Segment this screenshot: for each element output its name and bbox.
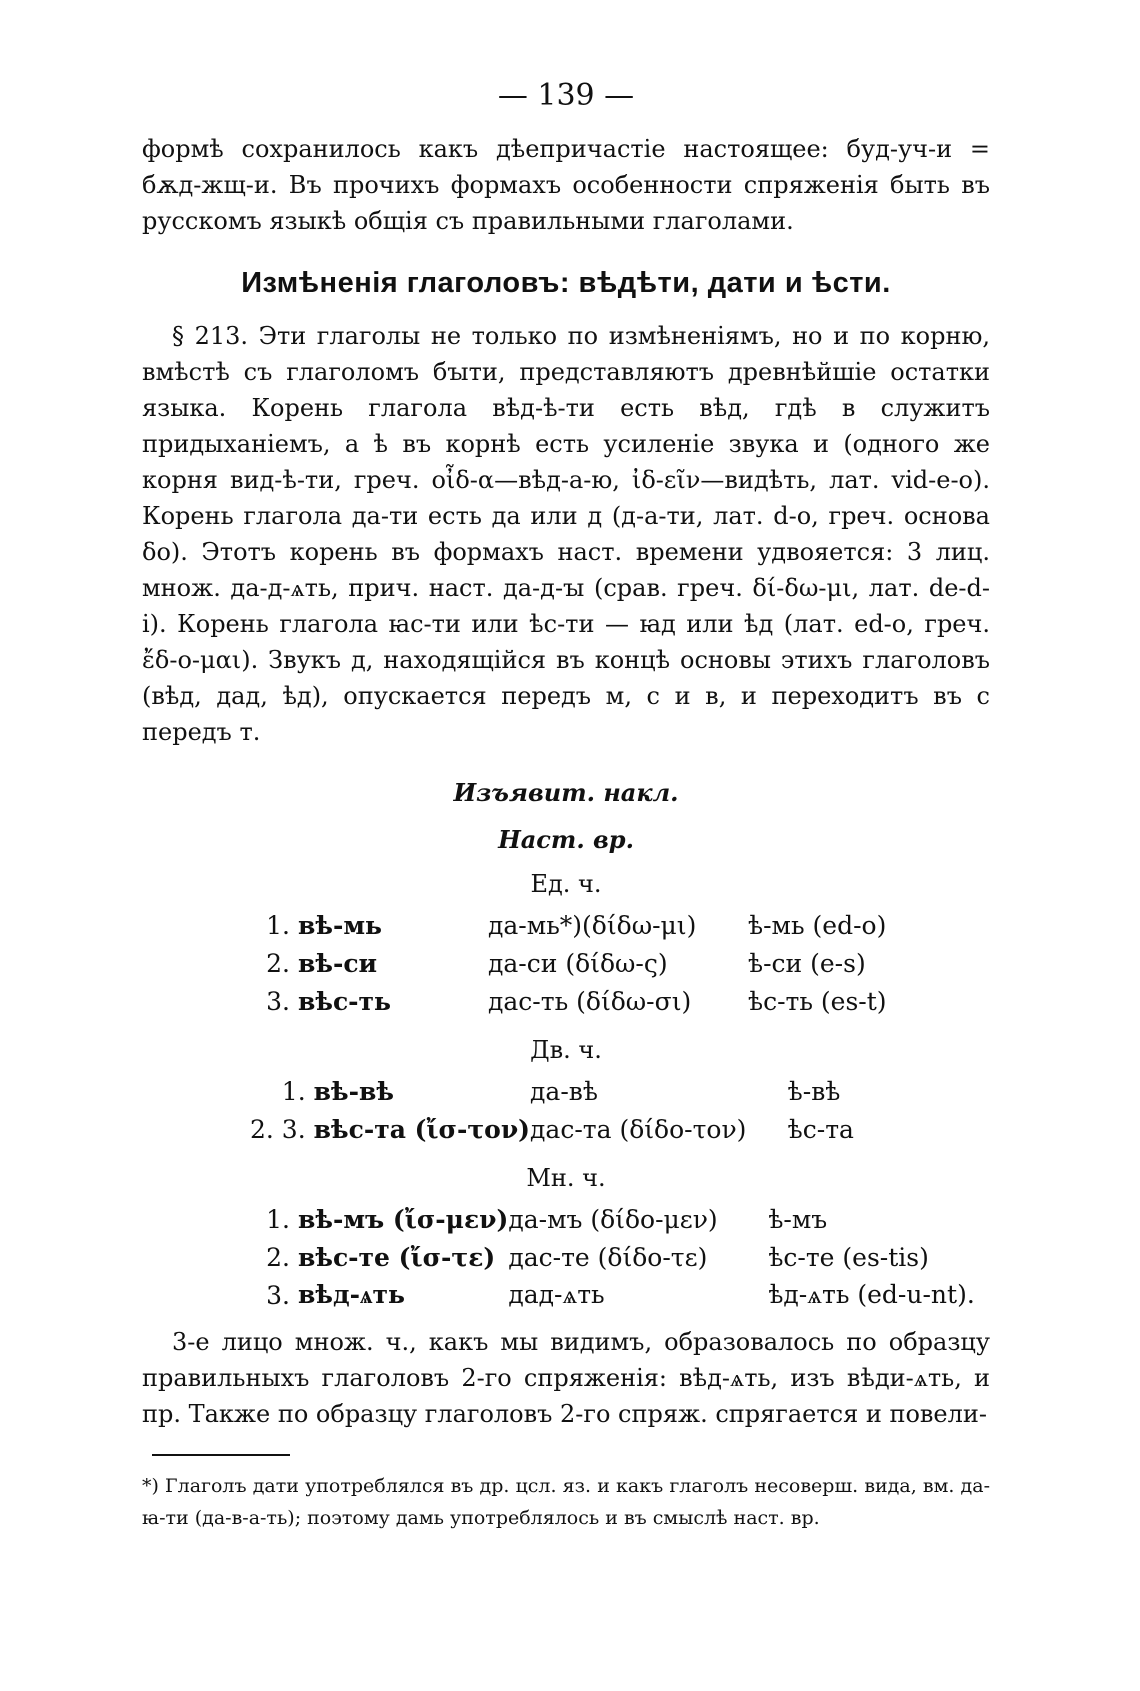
- dat-form: да-мъ (δίδο-μεν): [508, 1204, 718, 1234]
- tense-label: Наст. вр.: [498, 825, 634, 854]
- dat-form: дад-ѧть: [508, 1280, 605, 1309]
- paragraph-213: § 213. Эти глаголы не только по измѣненіямъ, но и по корню, вмѣстѣ съ глаголомъ бꙑти, представляютъ древнѣйшіе остатки языка. Корень глагола вѣд-ѣ-ти есть вѣд, гдѣ в служитъ придыханіемъ, а ѣ въ корнѣ есть усиленіе звука и (одного же корня вид-ѣ-ти, греч. οἶδ-α—вѣд-а-ю, ἰδ-εῖν—видѣть, лат. vid-e-o). Корень глагола да-ти есть да или д (д-а-ти, лат. d-o, греч. основа δο). Этотъ корень въ формахъ наст. времени удвояется: 3 лиц. множ. да-д-ѧть, прич. наст. да-д-ꙑ (срав. греч. δί-δω-μι, лат. de-d-i). Корень глагола ꙗс-ти или ѣс-ти — ꙗд или ѣд (лат. ed-o, греч. ἔδ-ο-μαι). Звукъ д, находящійся въ концѣ основы этихъ глаголовъ (вѣд, дад, ѣд), опускается передъ м, с и в, и переходитъ въ с передъ т.: [142, 322, 990, 746]
- table-row: [250, 944, 958, 982]
- ved-form: вѣс-та (ἴσ-τον): [313, 1114, 531, 1144]
- person-number: 3.: [266, 1280, 290, 1310]
- footnote: *) Глаголъ дати употреблялся въ др. цсл. яз. и какъ глаголъ несоверш. вида, вм. да-ꙗ-ти (да-в-а-ть); поэтому дамь употреблялось и въ смыслѣ наст. вр.: [142, 1475, 990, 1529]
- page-number: — 139 —: [497, 78, 635, 113]
- closing-paragraph: 3-е лицо множ. ч., какъ мы видимъ, образовалось по образцу правильныхъ глаголовъ 2-го спряженія: вѣд-ѧть, изъ вѣди-ѧть, и пр. Также по образцу глаголовъ 2-го спряж. спрягается и повели-: [142, 1328, 990, 1428]
- ved-form: вѣ-мъ (ἴσ-μεν): [298, 1204, 509, 1234]
- footnote-rule: [152, 1454, 290, 1456]
- section-heading: Измѣненія глаголовъ: вѣдѣти, дати и ѣсти.: [241, 267, 891, 299]
- person-number: 1.: [266, 910, 290, 940]
- person-number: 2. 3.: [250, 1114, 306, 1144]
- dat-form: дас-ть (δίδω-σι): [488, 986, 692, 1016]
- est-form: ѣ-мь (ed-o): [748, 910, 887, 940]
- est-form: ѣс-та: [787, 1114, 854, 1144]
- person-number: 1.: [266, 1204, 290, 1234]
- ved-form: вѣс-ть: [298, 986, 392, 1016]
- ved-form: вѣ-си: [298, 948, 378, 978]
- ved-form: вѣс-те (ἴσ-τε): [298, 1242, 496, 1272]
- dual-table: [250, 1072, 990, 1148]
- ved-form: вѣ-вѣ: [313, 1076, 394, 1106]
- table-row: [250, 906, 958, 944]
- est-form: ѣ-си (e-s): [748, 948, 866, 978]
- mood-label: Изъявит. накл.: [453, 778, 679, 807]
- table-row: [250, 1200, 978, 1238]
- plural-table: [250, 1200, 978, 1314]
- dat-form: да-си (δίδω-ς): [488, 948, 668, 978]
- person-number: 2.: [266, 948, 290, 978]
- singular-label: Ед. ч.: [530, 870, 602, 898]
- est-form: ѣд-ѧть (ed-u-nt).: [768, 1280, 975, 1309]
- est-form: ѣ-мъ: [768, 1204, 828, 1234]
- dat-form: дас-те (δίδο-τε): [508, 1242, 708, 1272]
- dual-label: Дв. ч.: [530, 1036, 602, 1064]
- ved-form: вѣ-мь: [298, 910, 383, 940]
- plural-label: Мн. ч.: [526, 1164, 606, 1192]
- table-row: [250, 1110, 990, 1148]
- person-number: 3.: [266, 986, 290, 1016]
- singular-table: [250, 906, 958, 1020]
- est-form: ѣ-вѣ: [787, 1076, 841, 1106]
- table-row: [250, 1276, 978, 1314]
- est-form: ѣс-те (es-tis): [768, 1242, 929, 1272]
- dat-form: да-вѣ: [530, 1076, 598, 1106]
- intro-paragraph: формѣ сохранилось какъ дѣепричастіе настоящее: буд-уч-и = бѫд-жщ-и. Въ прочихъ формахъ особенности спряженія быть въ русскомъ языкѣ общія съ правильными глаголами.: [142, 135, 990, 235]
- dat-form: да-мь*)(δίδω-μι): [488, 910, 697, 940]
- person-number: 1.: [281, 1076, 306, 1106]
- est-form: ѣс-ть (es-t): [748, 986, 887, 1016]
- ved-form: вѣд-ѧть: [298, 1280, 405, 1309]
- table-row: [250, 982, 958, 1020]
- table-row: [250, 1072, 990, 1110]
- dat-form: дас-та (δίδο-τον): [530, 1114, 747, 1144]
- table-row: [250, 1238, 978, 1276]
- person-number: 2.: [266, 1242, 290, 1272]
